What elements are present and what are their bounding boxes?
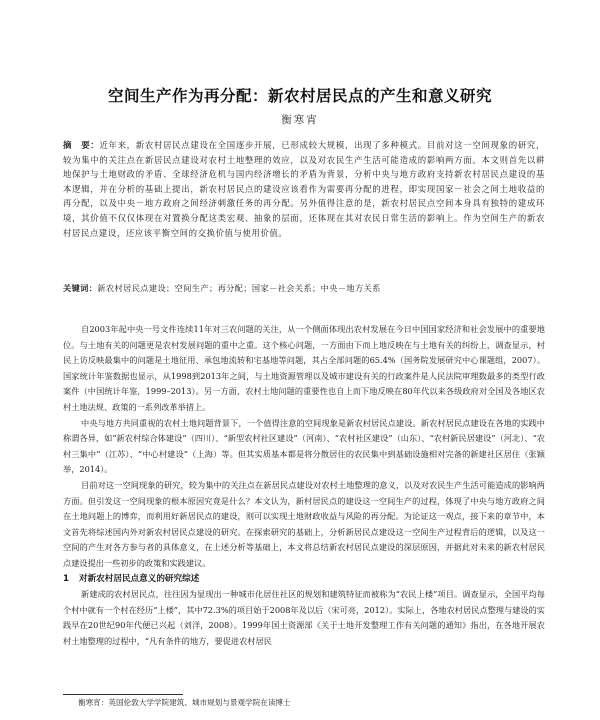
body-paragraph: 新建成的农村居民点，往往因为显现出一种城市化居住社区的规划和建筑特征而被称为“农民上楼”项目。调查显示，全国平均每个村中就有一个村在经历“上楼”，其中72.3%的项目始于2008年及以后（宋可亮，2012）。实际上，各地农村居民点整理与建设的实践早在20世纪90年代便已兴起（刘洋，2008）。1999年国土资源部《关于土地开发整理工作有关问题的通知》指出，在各地开展农村土地整理的过程中，“凡有条件的地方，要促进农村居民 bbox=[63, 589, 545, 646]
paper-title: 空间生产作为再分配：新农村居民点的产生和意义研究 bbox=[107, 87, 492, 105]
abstract bbox=[63, 138, 545, 240]
abstract-text: 近年来，新农村居民点建设在全国逐步开展，已形成较大规模，出现了多种模式。目前对这一空间现象的研究，较为集中的关注点在新居民点建设对农村土地整理的效应，以及对农民生产生活可能造成的影响两方面。本文则首先以耕地保护与土地财政的矛盾、全球经济危机与国内经济增长的矛盾为背景，分析中央与地方政府支持新农村居民点建设的基本逻辑，并在分析的基础上提出，新农村居民点的建设应该看作为需要再分配的进程，即实现国家－社会之间土地收益的再分配，以及中央－地方政府之间经济刺激任务的再分配。另外值得注意的是，新农村居民点空间本身具有独特的建成环境，其价值不仅仅体现在对置换分配这类宏观、抽象的层面，还体现在其对农民日常生活的影响上。作为空间生产的新农村居民点建设，还应该平衡空间的交换价值与使用价值。 bbox=[63, 140, 545, 238]
section-heading bbox=[63, 572, 545, 588]
body-paragraph: 自2003年起中央一号文件连续11年对三农问题的关注，从一个侧面体现出农村发展在今日中国国家经济和社会发展中的重要地位。与土地有关的问题更是农村发展问题的重中之重。这个核心问题，一方面由下而上地反映在与土地有关的纠纷上，调查显示，村民上访反映最集中的问题是土地征用、承包地流转和宅基地等问题，其占全部问题的65.4%（国务院发展研究中心课题组，2007）。国家统计年鉴数据也显示，从1998到2013年之间，与土地资源管理以及城市建设有关的行政案件是人民法院审理数最多的类型行政案件（中国统计年鉴，1999–2013）。另一方面，农村土地问题的重要性也自上而下地反映在80年代以来各级政府对全国及各地区农村土地法规、政策的一系列改革举措上。 bbox=[63, 324, 545, 412]
author-name: 衡寒宵 bbox=[281, 114, 319, 126]
body-text bbox=[63, 322, 545, 649]
footnote: 衡寒宵：英国伦敦大学学院建筑、城市规划与景观学院在读博士 bbox=[78, 698, 291, 707]
body-paragraph: 目前对这一空间现象的研究，较为集中的关注点在新居民点建设对农村土地整理的意义，以及对农民生产生活可能造成的影响两方面。但引发这一空间现象的根本原因究竟是什么？本文认为，新村居民点的建设这一空间生产的过程，体现了中央与地方政府之间在土地问题上的博弈，而利用好新居民点的建设，则可以实现土地财政收益与风险的再分配。为论证这一观点，接下来的章节中，本文首先将综述国内外对新农村居民点建设的研究。在探索研究的基础上，分析新居民点建设这一空间生产过程背后的逻辑，以及这一空间的产生对各方参与者的具体意义，在上述分析等基础上，本文将总结新农村居民点建设的深层原因，并据此对未来的新农村居民点建设提出一些初步的政策和实践建议。 bbox=[63, 479, 545, 568]
section-number: 1 bbox=[63, 573, 69, 584]
body-paragraph: 中央与地方共同重视的农村土地问题背景下，一个值得注意的空间现象是新农村居民点建设。新农村居民点建设在各地的实践中称谓各异，如“新农村综合体建设”（四川）、“新型农村社区建设”（河南）、“农村社区建设”（山东）、“农村新民居建设”（河北）、“农村三集中”（江苏）、“中心村建设”（上海）等。但其实质基本都是将分散居住的农民集中到基础设施相对完备的新建社区居住（张颖举，2014）。 bbox=[63, 417, 545, 475]
keywords bbox=[63, 282, 545, 295]
abstract-label: 摘 要： bbox=[63, 140, 100, 150]
section-title: 对新农村居民点意义的研究综述 bbox=[78, 573, 200, 584]
keywords-text: 新农村居民点建设；空间生产；再分配；国家－社会关系；中央－地方关系 bbox=[97, 283, 381, 293]
keywords-label: 关键词： bbox=[63, 283, 98, 293]
footnote-divider bbox=[63, 694, 183, 695]
